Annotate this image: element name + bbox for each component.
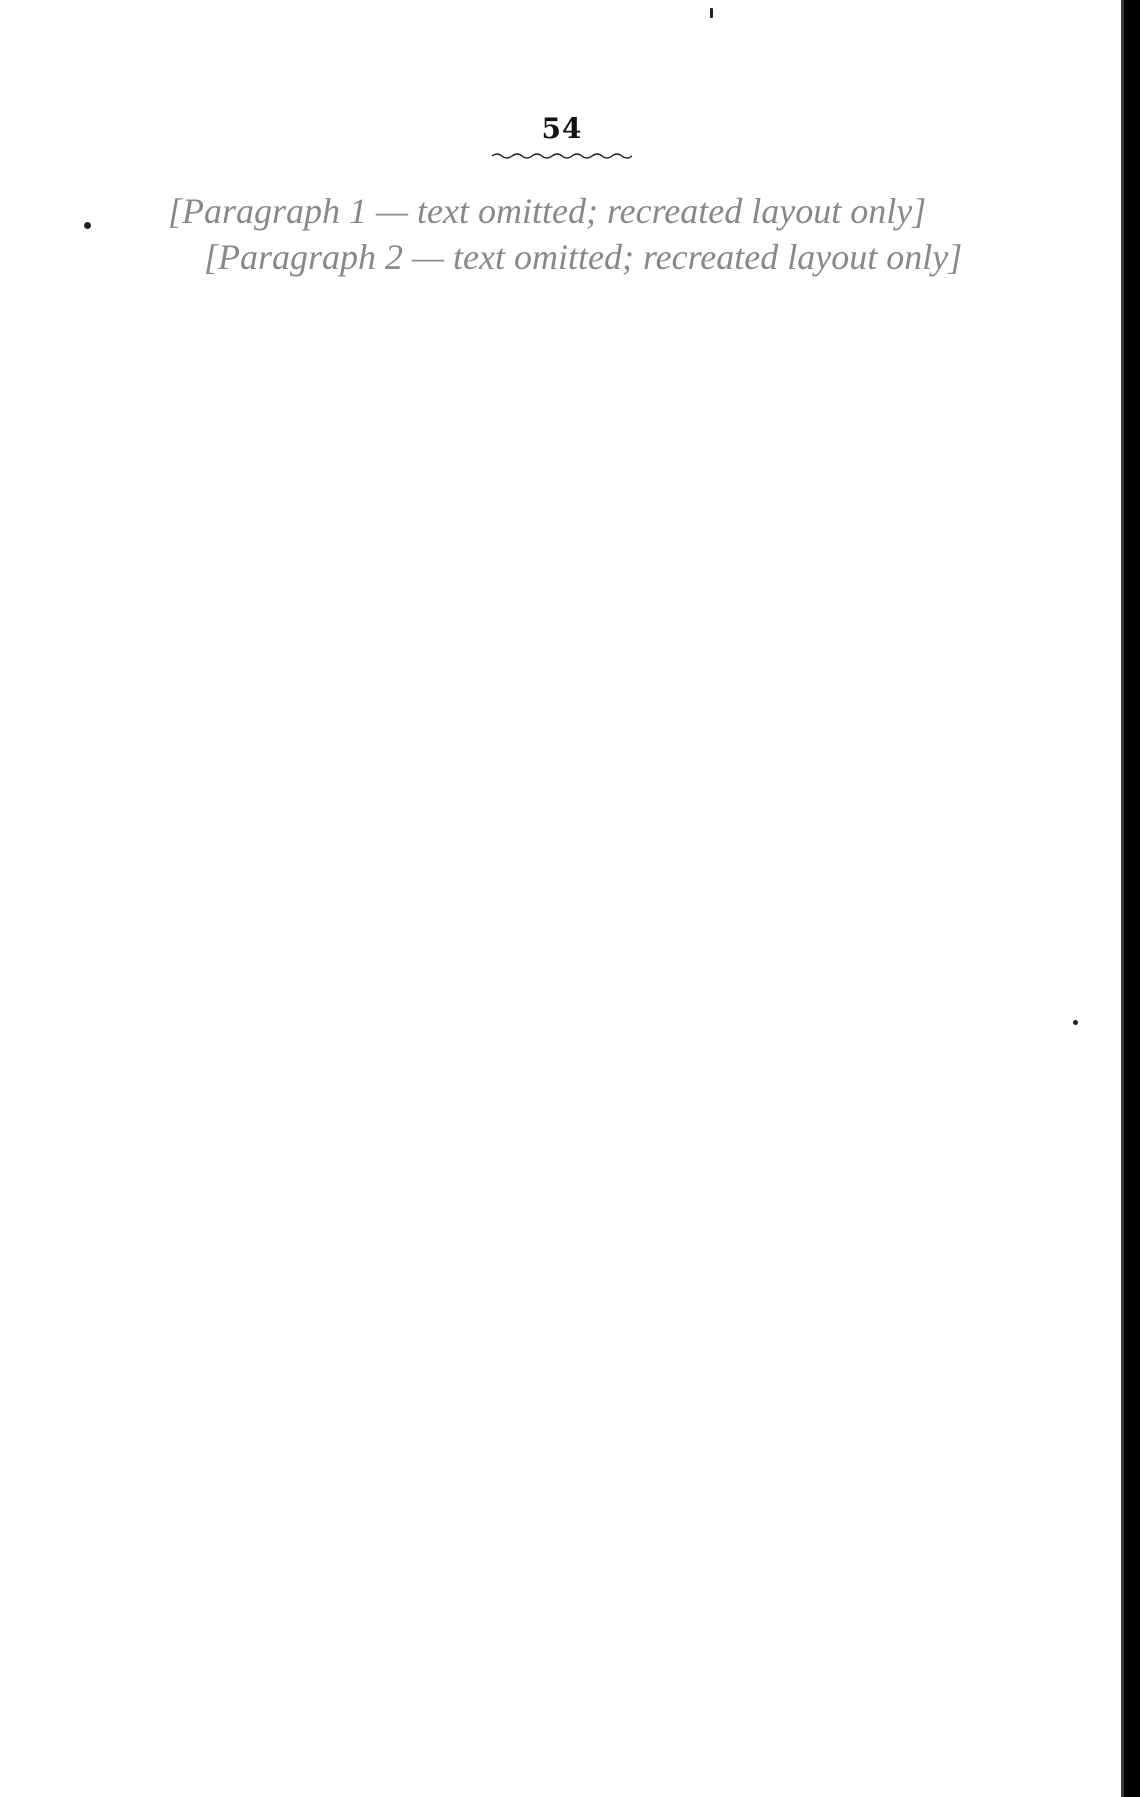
scan-speck [84,222,91,229]
scan-speck [1073,1020,1078,1025]
page-header [0,112,1124,161]
scan-edge [1124,0,1140,1797]
ornamental-rule [492,151,632,161]
body-text [168,190,1058,278]
paragraph-2: [Paragraph 2 — text omitted; recreated layout only] [204,237,963,277]
scan-speck [710,8,713,18]
scan-edge-shadow [1121,0,1124,1797]
page-number: 54 [541,112,583,145]
paragraph-1: [Paragraph 1 — text omitted; recreated layout only] [168,191,927,231]
